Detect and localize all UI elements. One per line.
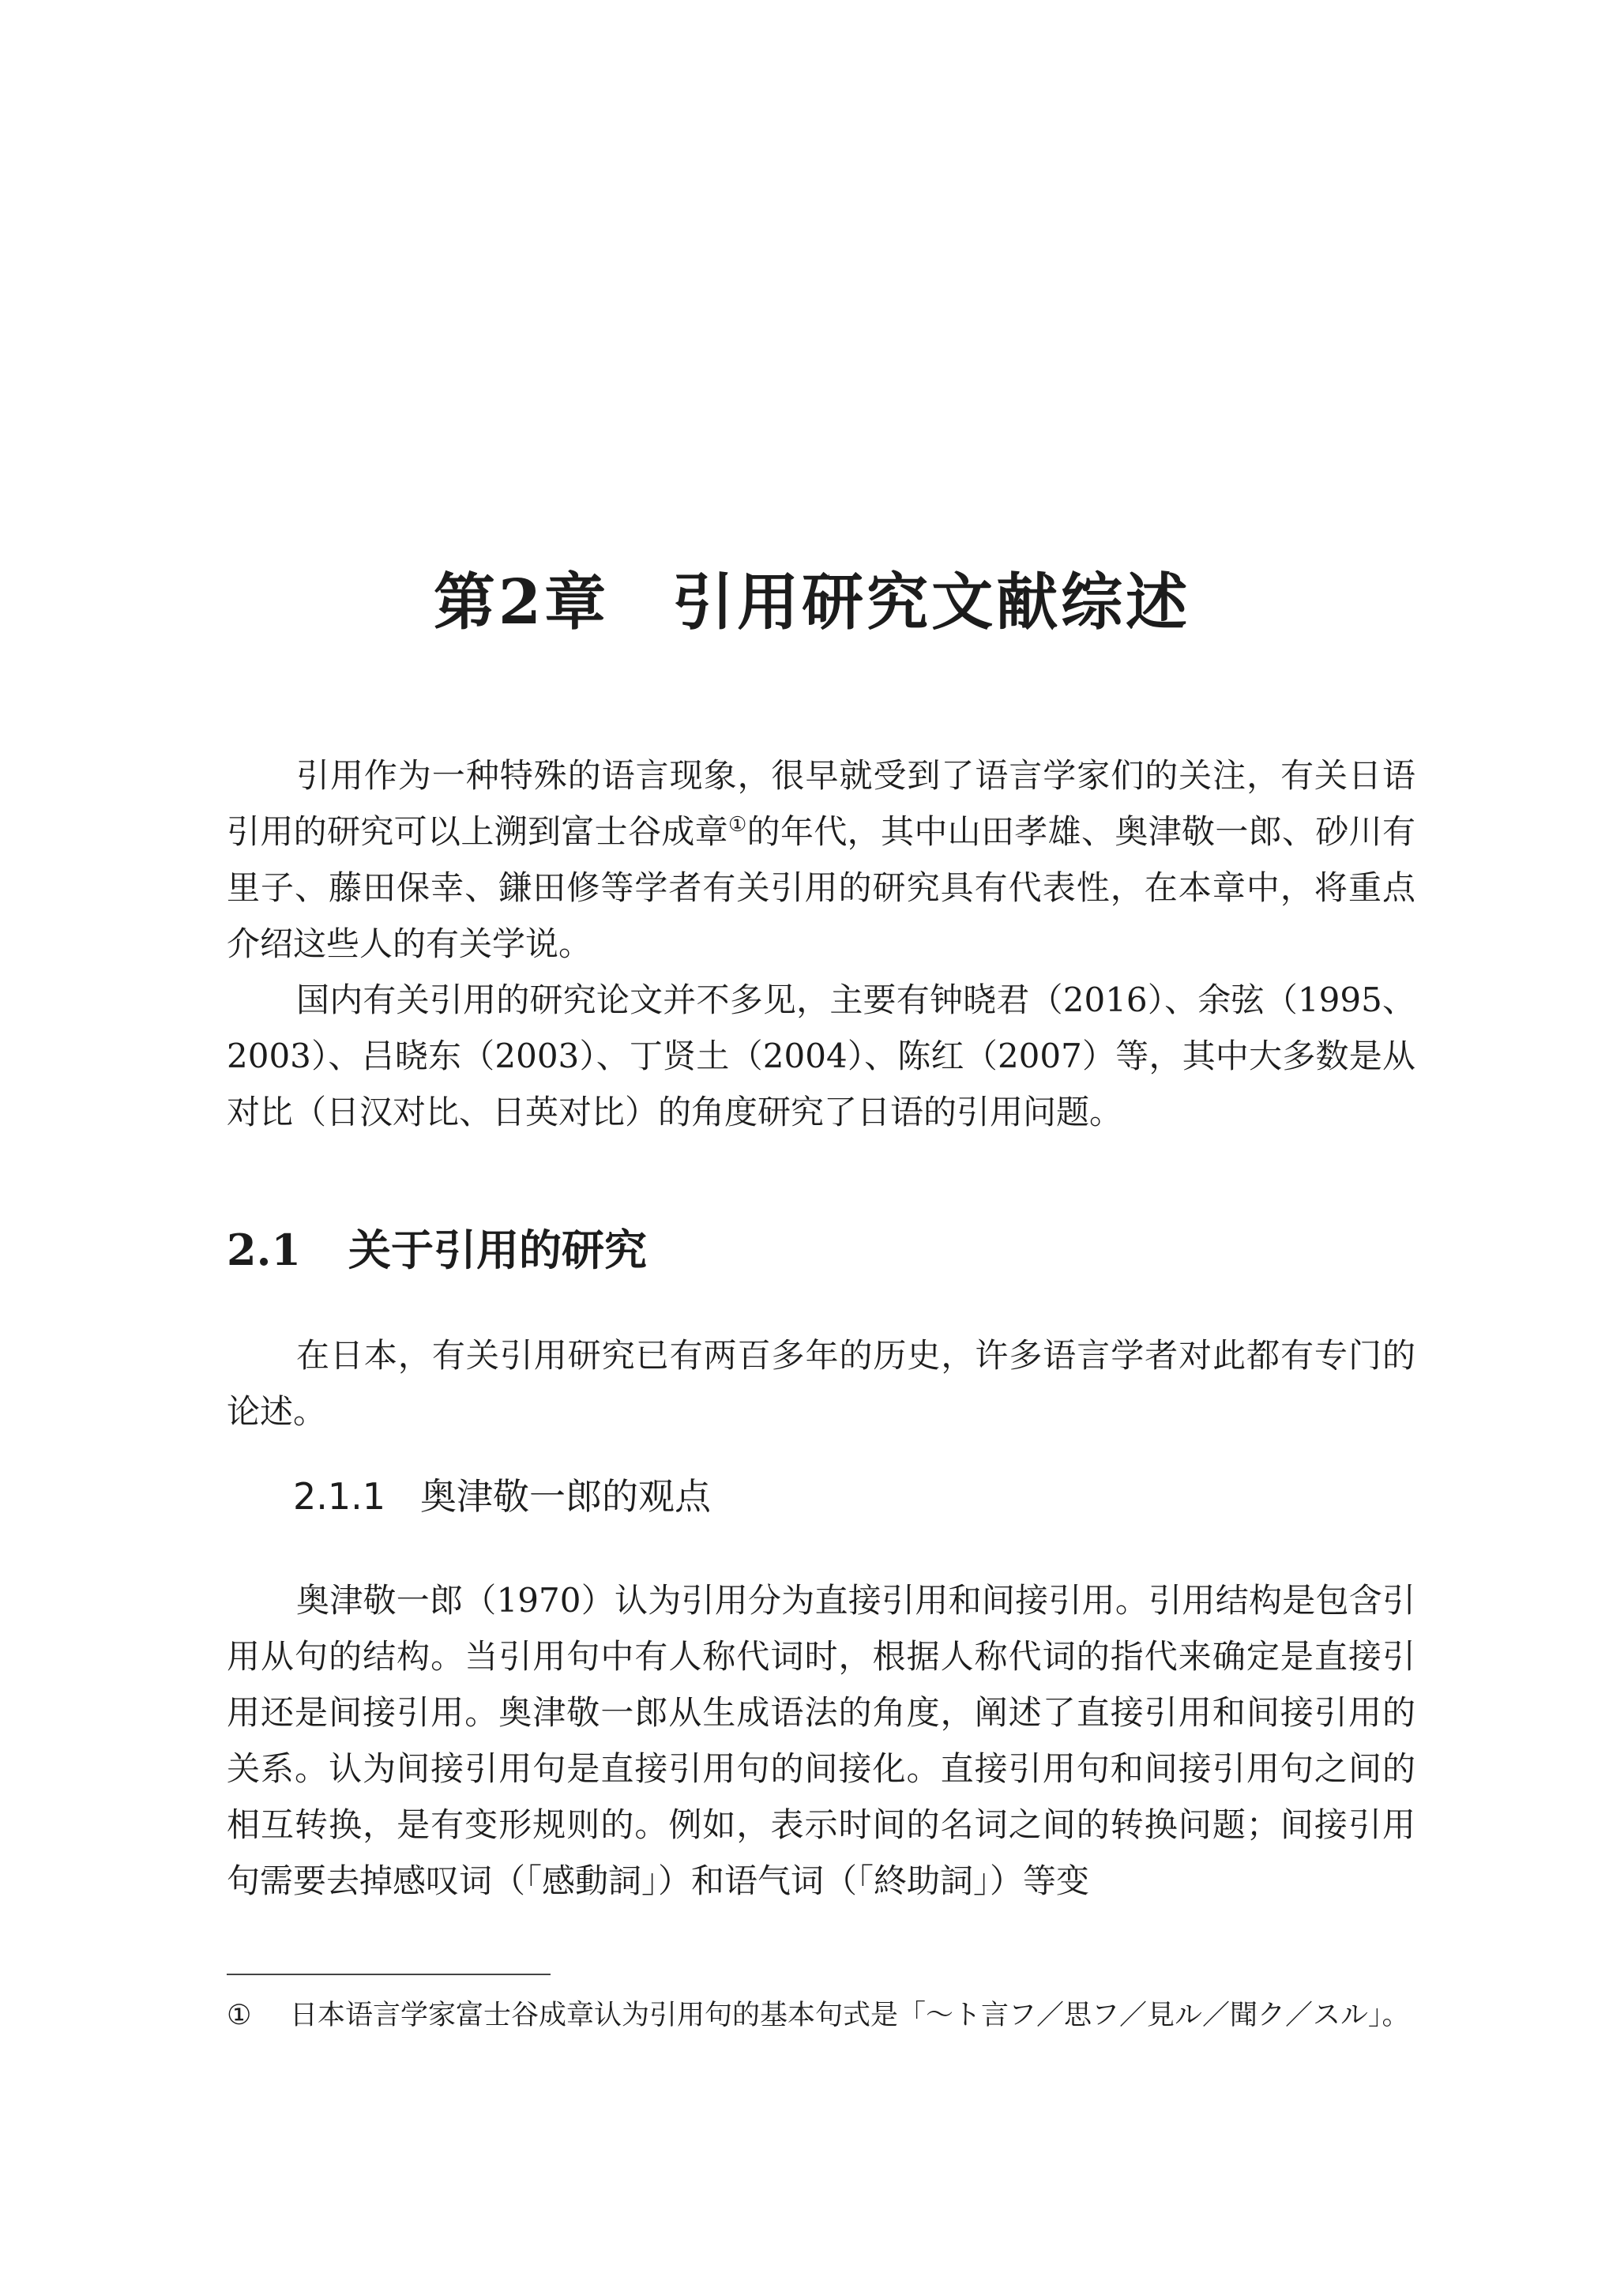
section-heading: [227, 1217, 647, 1278]
footnote-mark: ①: [227, 2000, 252, 2031]
footnote-divider: [227, 1974, 551, 1975]
footnote: [227, 1996, 1427, 2035]
chapter-title-text: 引用研究文献综述: [672, 566, 1191, 639]
intro-paragraph-1: [227, 747, 1415, 972]
footnote-reference[interactable]: ①: [728, 813, 747, 837]
intro-paragraph-2: 国内有关引用的研究论文并不多见，主要有钟晓君（2016）、余弦（1995、2003）、吕晓东（2003）、丁贤土（2004）、陈红（2007）等，其中大多数是从对比（日汉对比、日英对比）的角度研究了日语的引用问题。: [227, 980, 1415, 1131]
chapter-title: [0, 553, 1624, 642]
intro-paragraph-1-part-b: 的年代，其中山田孝雄、奥津敬一郎、砂川有里子、藤田保幸、鎌田修等学者有关引用的研究具有代表性，在本章中，将重点介绍这些人的有关学说。: [227, 812, 1415, 963]
section-title: 关于引用的研究: [348, 1225, 647, 1275]
chapter-number: 第2章: [433, 566, 610, 639]
subsection-heading: [293, 1468, 711, 1520]
section-number: 2.1: [227, 1225, 301, 1275]
subsection-number: 2.1.1: [293, 1475, 386, 1518]
subsection-title: 奥津敬一郎的观点: [420, 1475, 712, 1518]
footnote-text: 日本语言学家富士谷成章认为引用句的基本句式是「〜ト言フ／思フ／見ル／聞ク／スル」。: [290, 2000, 1410, 2031]
intro-paragraph-1-part-a: 引用作为一种特殊的语言现象，很早就受到了语言学家们的关注，有关日语引用的研究可以上溯到富士谷成章: [227, 756, 1415, 851]
section-paragraph-1: 在日本，有关引用研究已有两百多年的历史，许多语言学者对此都有专门的论述。: [227, 1336, 1415, 1431]
subsection-paragraph-1: 奥津敬一郎（1970）认为引用分为直接引用和间接引用。引用结构是包含引用从句的结构。当引用句中有人称代词时，根据人称代词的指代来确定是直接引用还是间接引用。奥津敬一郎从生成语法的角度，阐述了直接引用和间接引用的关系。认为间接引用句是直接引用句的间接化。直接引用句和间接引用句之间的相互转换，是有变形规则的。例如，表示时间的名词之间的转换问题；间接引用句需要去掉感叹词（「感動詞」）和语气词（「終助詞」）等变: [227, 1581, 1415, 1900]
